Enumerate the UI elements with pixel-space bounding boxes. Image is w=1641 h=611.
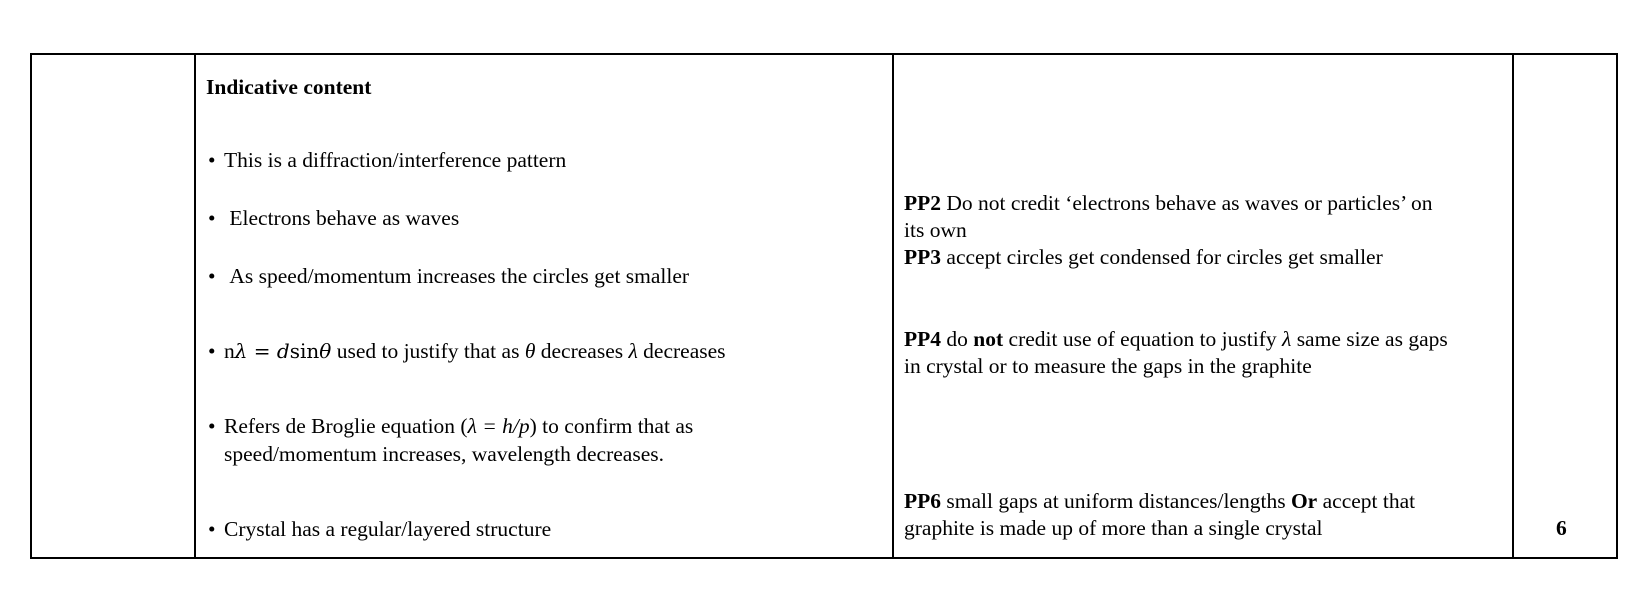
guidance-pp3: PP3 accept circles get condensed for circles get smaller <box>904 245 1383 269</box>
pp6-label: PP6 <box>904 489 942 513</box>
bullet-2: • Electrons behave as waves <box>208 206 460 230</box>
bullet-icon: • <box>208 206 216 230</box>
guidance-pp6: PP6 small gaps at uniform distances/lengths Or accept that <box>904 489 1416 513</box>
bullet-1: • This is a diffraction/interference pattern <box>208 148 567 172</box>
guidance-pp4-line-2: in crystal or to measure the gaps in the graphite <box>904 354 1312 378</box>
indicative-content-heading: Indicative content <box>206 75 372 99</box>
bullet-icon: • <box>208 264 216 288</box>
pp3-label: PP3 <box>904 245 942 269</box>
bullet-5: • Refers de Broglie equation (λ = h/p) to confirm that as <box>208 414 694 438</box>
guidance-pp4: PP4 do not credit use of equation to justify λ same size as gaps <box>904 327 1448 351</box>
bullet-icon: • <box>208 339 216 363</box>
pp2-label: PP2 <box>904 191 942 215</box>
marks-value: 6 <box>1556 516 1567 540</box>
mark-scheme-table <box>30 53 1618 559</box>
bullet-6: • Crystal has a regular/layered structure <box>208 517 552 541</box>
column-divider-2 <box>892 55 894 557</box>
column-divider-1 <box>194 55 196 557</box>
guidance-pp2: PP2 Do not credit ‘electrons behave as waves or particles’ on <box>904 191 1433 215</box>
bullet-icon: • <box>208 414 216 438</box>
bullet-3: • As speed/momentum increases the circles get smaller <box>208 264 690 288</box>
bullet-5-line-2: speed/momentum increases, wavelength decreases. <box>224 442 664 466</box>
column-divider-3 <box>1512 55 1514 557</box>
pp4-label: PP4 <box>904 327 942 351</box>
bullet-4: • nλ = dsinθ used to justify that as θ decreases λ decreases <box>208 339 726 363</box>
guidance-pp6-line-2: graphite is made up of more than a single crystal <box>904 516 1323 540</box>
bullet-icon: • <box>208 517 216 541</box>
guidance-pp2-line-2: its own <box>904 218 967 242</box>
bullet-icon: • <box>208 148 216 172</box>
